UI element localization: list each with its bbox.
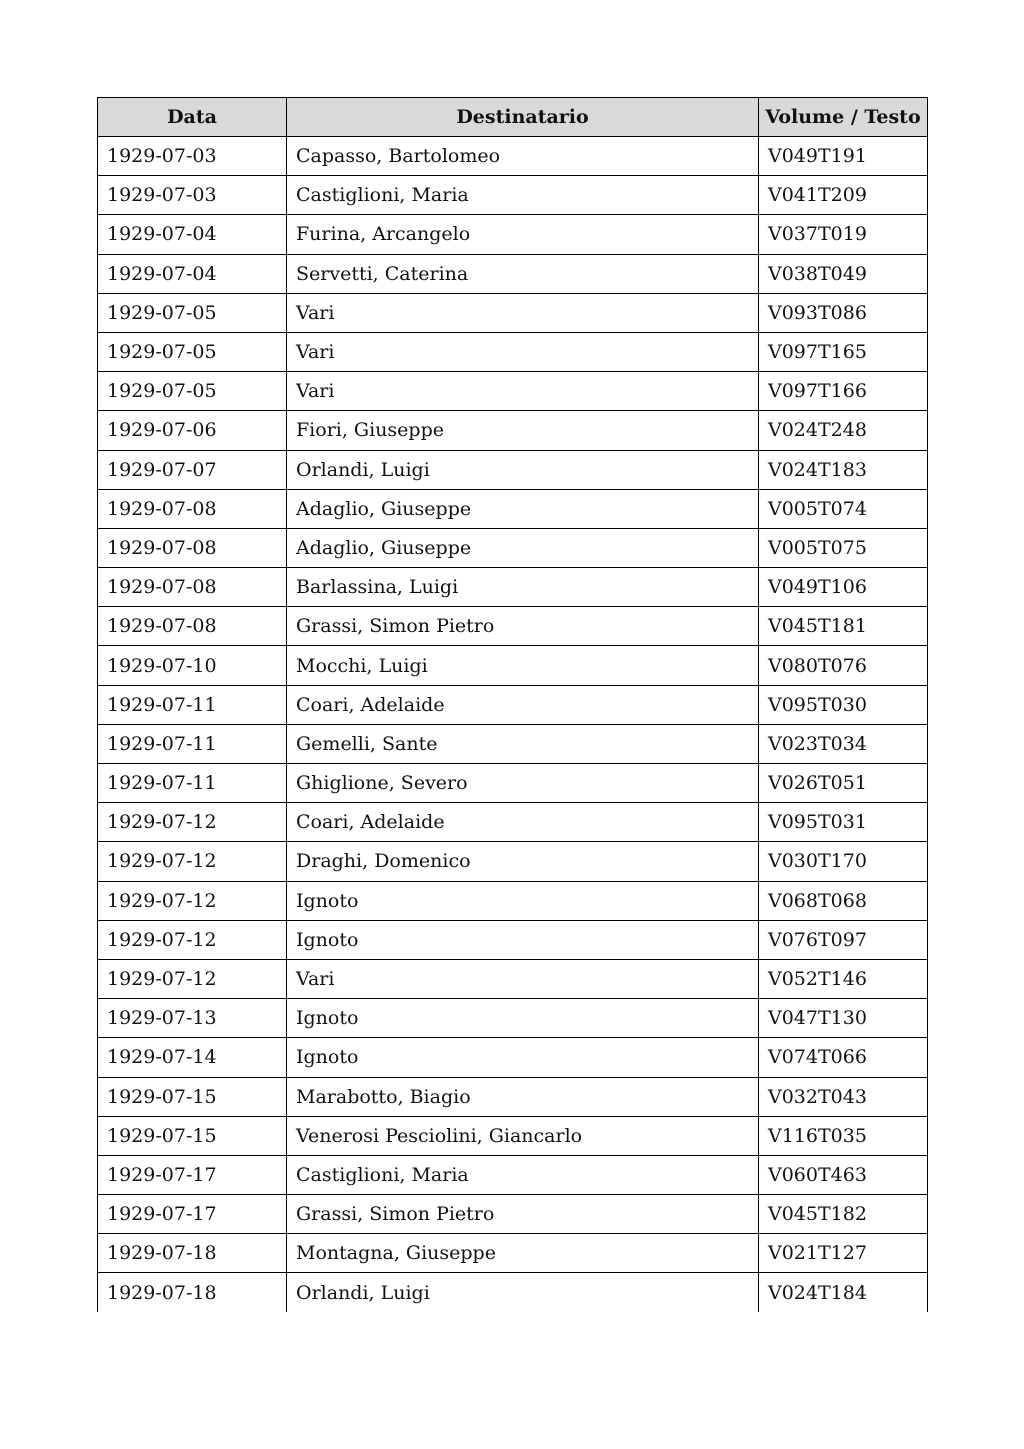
cell-volume: V038T049 (759, 254, 928, 293)
cell-volume: V045T182 (759, 1195, 928, 1234)
table-row (98, 607, 928, 646)
column-header-recipient: Destinatario (287, 98, 759, 137)
table-row (98, 254, 928, 293)
cell-date: 1929-07-12 (98, 881, 287, 920)
cell-recipient: Servetti, Caterina (287, 254, 759, 293)
cell-volume: V116T035 (759, 1116, 928, 1155)
cell-volume: V024T248 (759, 411, 928, 450)
cell-recipient: Vari (287, 372, 759, 411)
cell-date: 1929-07-05 (98, 372, 287, 411)
cell-volume: V024T183 (759, 450, 928, 489)
cell-date: 1929-07-04 (98, 254, 287, 293)
cell-volume: V005T075 (759, 528, 928, 567)
cell-recipient: Ignoto (287, 881, 759, 920)
cell-volume: V045T181 (759, 607, 928, 646)
cell-volume: V024T184 (759, 1273, 928, 1312)
table-row (98, 959, 928, 998)
table-row (98, 724, 928, 763)
table-row (98, 1077, 928, 1116)
cell-date: 1929-07-08 (98, 568, 287, 607)
cell-volume: V060T463 (759, 1155, 928, 1194)
table-row (98, 450, 928, 489)
cell-volume: V026T051 (759, 764, 928, 803)
table-row (98, 372, 928, 411)
cell-date: 1929-07-08 (98, 528, 287, 567)
table-row (98, 332, 928, 371)
cell-date: 1929-07-05 (98, 293, 287, 332)
cell-recipient: Fiori, Giuseppe (287, 411, 759, 450)
cell-recipient: Marabotto, Biagio (287, 1077, 759, 1116)
table-row (98, 685, 928, 724)
table-row (98, 568, 928, 607)
cell-recipient: Vari (287, 293, 759, 332)
cell-date: 1929-07-11 (98, 724, 287, 763)
cell-volume: V047T130 (759, 999, 928, 1038)
cell-volume: V005T074 (759, 489, 928, 528)
cell-date: 1929-07-17 (98, 1155, 287, 1194)
table-row (98, 215, 928, 254)
cell-volume: V097T166 (759, 372, 928, 411)
cell-recipient: Ignoto (287, 999, 759, 1038)
cell-recipient: Ghiglione, Severo (287, 764, 759, 803)
cell-date: 1929-07-12 (98, 920, 287, 959)
cell-volume: V093T086 (759, 293, 928, 332)
header-row (98, 98, 928, 137)
cell-date: 1929-07-12 (98, 842, 287, 881)
cell-date: 1929-07-15 (98, 1077, 287, 1116)
cell-recipient: Capasso, Bartolomeo (287, 137, 759, 176)
cell-date: 1929-07-03 (98, 176, 287, 215)
cell-volume: V052T146 (759, 959, 928, 998)
table-row (98, 999, 928, 1038)
table-row (98, 803, 928, 842)
table-row (98, 764, 928, 803)
cell-date: 1929-07-17 (98, 1195, 287, 1234)
table-row (98, 1116, 928, 1155)
cell-volume: V080T076 (759, 646, 928, 685)
cell-recipient: Castiglioni, Maria (287, 176, 759, 215)
letters-table (97, 97, 928, 1312)
cell-volume: V068T068 (759, 881, 928, 920)
cell-volume: V097T165 (759, 332, 928, 371)
cell-date: 1929-07-15 (98, 1116, 287, 1155)
table-row (98, 293, 928, 332)
cell-volume: V076T097 (759, 920, 928, 959)
table-row (98, 411, 928, 450)
cell-volume: V037T019 (759, 215, 928, 254)
cell-date: 1929-07-13 (98, 999, 287, 1038)
cell-volume: V030T170 (759, 842, 928, 881)
cell-date: 1929-07-08 (98, 489, 287, 528)
cell-date: 1929-07-18 (98, 1234, 287, 1273)
cell-recipient: Draghi, Domenico (287, 842, 759, 881)
table-row (98, 528, 928, 567)
cell-date: 1929-07-07 (98, 450, 287, 489)
table-body (98, 137, 928, 1313)
cell-recipient: Adaglio, Giuseppe (287, 528, 759, 567)
cell-date: 1929-07-12 (98, 803, 287, 842)
cell-volume: V049T191 (759, 137, 928, 176)
cell-recipient: Orlandi, Luigi (287, 450, 759, 489)
table-header (98, 98, 928, 137)
cell-recipient: Vari (287, 332, 759, 371)
cell-date: 1929-07-03 (98, 137, 287, 176)
cell-date: 1929-07-05 (98, 332, 287, 371)
cell-volume: V074T066 (759, 1038, 928, 1077)
table-row (98, 646, 928, 685)
cell-recipient: Venerosi Pesciolini, Giancarlo (287, 1116, 759, 1155)
cell-recipient: Furina, Arcangelo (287, 215, 759, 254)
table-row (98, 920, 928, 959)
table-row (98, 842, 928, 881)
cell-recipient: Coari, Adelaide (287, 803, 759, 842)
table-row (98, 881, 928, 920)
table-row (98, 176, 928, 215)
cell-volume: V095T030 (759, 685, 928, 724)
cell-volume: V023T034 (759, 724, 928, 763)
cell-recipient: Grassi, Simon Pietro (287, 1195, 759, 1234)
cell-date: 1929-07-06 (98, 411, 287, 450)
cell-date: 1929-07-18 (98, 1273, 287, 1312)
cell-volume: V041T209 (759, 176, 928, 215)
cell-volume: V021T127 (759, 1234, 928, 1273)
cell-recipient: Gemelli, Sante (287, 724, 759, 763)
cell-recipient: Ignoto (287, 1038, 759, 1077)
table-row (98, 1273, 928, 1312)
cell-recipient: Adaglio, Giuseppe (287, 489, 759, 528)
column-header-volume: Volume / Testo (759, 98, 928, 137)
cell-date: 1929-07-14 (98, 1038, 287, 1077)
cell-volume: V032T043 (759, 1077, 928, 1116)
cell-date: 1929-07-11 (98, 764, 287, 803)
cell-recipient: Castiglioni, Maria (287, 1155, 759, 1194)
table-row (98, 1234, 928, 1273)
cell-date: 1929-07-08 (98, 607, 287, 646)
table-row (98, 1155, 928, 1194)
cell-recipient: Barlassina, Luigi (287, 568, 759, 607)
cell-date: 1929-07-11 (98, 685, 287, 724)
table-row (98, 489, 928, 528)
cell-date: 1929-07-04 (98, 215, 287, 254)
cell-date: 1929-07-12 (98, 959, 287, 998)
cell-recipient: Ignoto (287, 920, 759, 959)
cell-recipient: Orlandi, Luigi (287, 1273, 759, 1312)
cell-volume: V095T031 (759, 803, 928, 842)
cell-recipient: Vari (287, 959, 759, 998)
cell-recipient: Mocchi, Luigi (287, 646, 759, 685)
cell-volume: V049T106 (759, 568, 928, 607)
column-header-date: Data (98, 98, 287, 137)
table-row (98, 1195, 928, 1234)
cell-recipient: Coari, Adelaide (287, 685, 759, 724)
cell-recipient: Montagna, Giuseppe (287, 1234, 759, 1273)
cell-date: 1929-07-10 (98, 646, 287, 685)
cell-recipient: Grassi, Simon Pietro (287, 607, 759, 646)
table-row (98, 1038, 928, 1077)
table-row (98, 137, 928, 176)
